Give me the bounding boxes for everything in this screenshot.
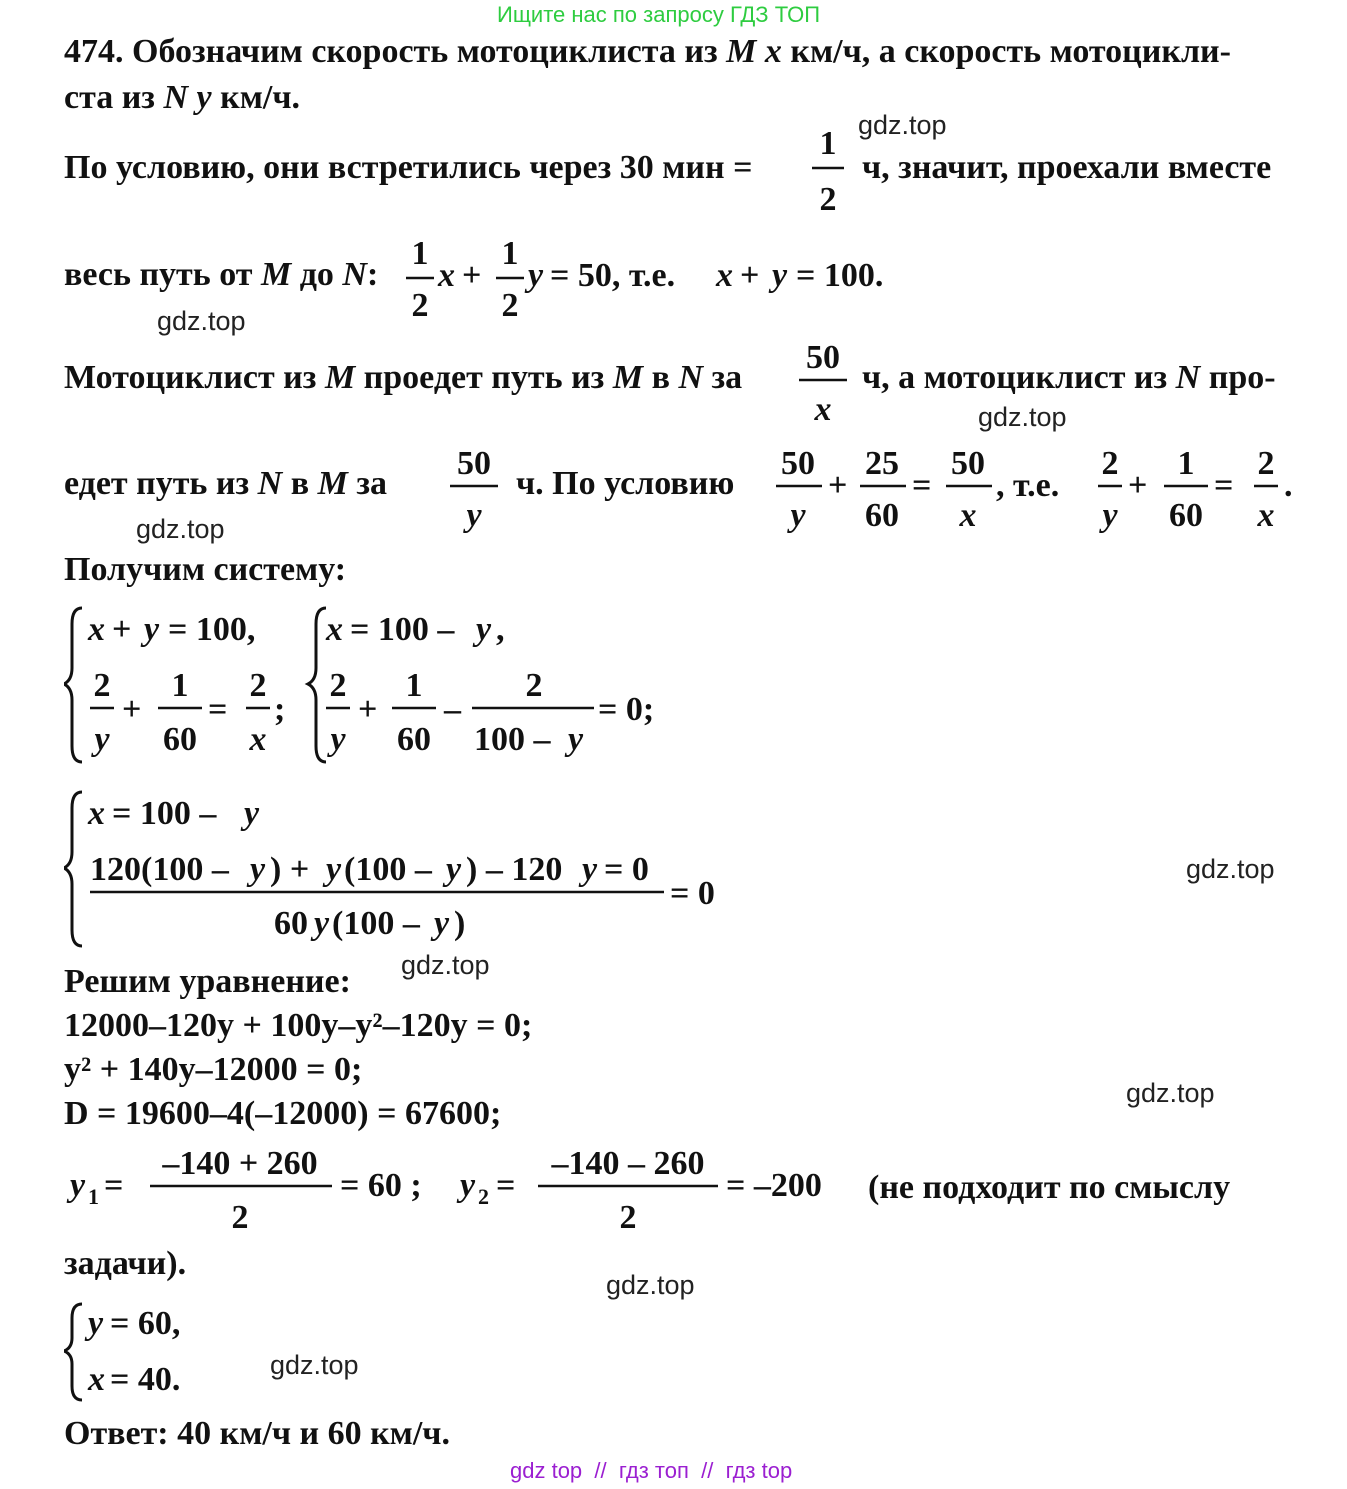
svg-text:1: 1 xyxy=(1177,445,1195,482)
svg-text:) – 120: ) – 120 xyxy=(466,851,563,888)
equation-3: D = 19600–4(–12000) = 67600; xyxy=(64,1095,502,1132)
watermark: gdz.top xyxy=(1126,1078,1215,1108)
svg-text:=: = xyxy=(496,1167,516,1204)
problem-line-6b: ч. По условию xyxy=(516,465,735,502)
svg-text:x: x xyxy=(1257,497,1275,534)
svg-text:100 –: 100 – xyxy=(474,721,551,758)
svg-text:1: 1 xyxy=(405,667,423,704)
svg-text:+: + xyxy=(122,691,142,728)
problem-line-5b: ч, а мотоциклист из N про- xyxy=(862,359,1276,396)
svg-text:–140 + 260: –140 + 260 xyxy=(162,1145,318,1182)
problem-line-5a: Мотоциклист из M проедет путь из M в N за xyxy=(64,359,743,396)
svg-text:x: x xyxy=(88,795,105,832)
svg-text:50: 50 xyxy=(951,445,985,482)
svg-text:+: + xyxy=(828,467,848,504)
system-label: Получим систему: xyxy=(64,551,347,588)
equation-1: 12000–120y + 100y–y²–120y = 0; xyxy=(64,1007,533,1044)
svg-text:1: 1 xyxy=(88,1184,99,1209)
svg-text:y: y xyxy=(1102,497,1118,534)
svg-text:y: y xyxy=(330,721,346,758)
problem-line-3b: ч, значит, проехали вместе xyxy=(862,149,1272,186)
problem-line-2: ста из N y км/ч. xyxy=(64,79,300,116)
svg-text:50: 50 xyxy=(806,339,840,376)
svg-text:+: + xyxy=(358,691,378,728)
svg-text:y: y xyxy=(244,795,260,832)
svg-text:2: 2 xyxy=(501,287,519,324)
svg-text:y: y xyxy=(460,1167,476,1204)
svg-text:2: 2 xyxy=(478,1184,489,1209)
svg-text:= 50, т.е.: = 50, т.е. xyxy=(550,257,676,294)
svg-text:60: 60 xyxy=(865,497,899,534)
svg-text:x: x xyxy=(326,611,343,648)
problem-line-3a: По условию, они встретились через 30 мин = xyxy=(64,149,753,186)
svg-text:(100 –: (100 – xyxy=(332,905,420,942)
svg-text:= 60 ;: = 60 ; xyxy=(340,1167,422,1204)
svg-text:2: 2 xyxy=(231,1199,249,1236)
watermark: gdz.top xyxy=(136,514,225,544)
svg-text:y: y xyxy=(144,611,160,648)
svg-text:y: y xyxy=(582,851,598,888)
svg-text:y: y xyxy=(790,497,806,534)
problem-line-1: 474. Обозначим скорость мотоциклиста из M x км/ч, а скорость мотоцикли- xyxy=(64,33,1231,70)
svg-text:1: 1 xyxy=(411,235,429,272)
system-2 xyxy=(64,784,784,954)
svg-text:x: x xyxy=(959,497,977,534)
svg-text:): ) xyxy=(454,905,466,942)
svg-text:y: y xyxy=(250,851,266,888)
svg-text:50: 50 xyxy=(457,445,491,482)
problem-line-4a: весь путь от M до N: xyxy=(64,256,379,293)
svg-text:y: y xyxy=(326,851,342,888)
svg-text:y: y xyxy=(476,611,492,648)
watermark: gdz.top xyxy=(157,306,246,336)
roots-equation xyxy=(64,1140,884,1240)
svg-text:60: 60 xyxy=(397,721,431,758)
watermark: gdz.top xyxy=(978,402,1067,432)
svg-text:y: y xyxy=(568,721,584,758)
watermark: gdz.top xyxy=(401,950,490,980)
svg-text:–: – xyxy=(444,691,461,728)
svg-text:= 40.: = 40. xyxy=(110,1361,181,1398)
bottom-banner: gdz top // гдз топ // гдз top xyxy=(510,1458,793,1483)
svg-text:60: 60 xyxy=(163,721,197,758)
svg-text:y: y xyxy=(528,257,544,294)
svg-text:= –200: = –200 xyxy=(726,1167,822,1204)
roots-note: (не подходит по смыслу xyxy=(868,1169,1231,1206)
svg-text:2: 2 xyxy=(619,1199,637,1236)
svg-text:y: y xyxy=(314,905,330,942)
svg-text:y: y xyxy=(772,257,788,294)
svg-text:+: + xyxy=(1128,467,1148,504)
system-1 xyxy=(64,600,684,770)
svg-text:–140 – 260: –140 – 260 xyxy=(551,1145,705,1182)
answer: Ответ: 40 км/ч и 60 км/ч. xyxy=(64,1415,450,1452)
svg-text:+: + xyxy=(740,257,760,294)
svg-text:x: x xyxy=(814,391,832,428)
svg-text:1: 1 xyxy=(501,235,519,272)
svg-text:x: x xyxy=(88,1361,105,1398)
watermark: gdz.top xyxy=(1186,854,1275,884)
svg-text:y: y xyxy=(434,905,450,942)
fraction-50-over-y xyxy=(446,438,502,538)
svg-text:60: 60 xyxy=(1169,497,1203,534)
svg-text:=: = xyxy=(912,467,932,504)
svg-text:x: x xyxy=(249,721,267,758)
svg-text:120(100 –: 120(100 – xyxy=(90,851,229,888)
svg-text:y: y xyxy=(466,497,482,534)
svg-text:= 0;: = 0; xyxy=(598,691,655,728)
svg-text:y: y xyxy=(446,851,462,888)
equation-time xyxy=(772,438,1312,538)
svg-text:= 100 –: = 100 – xyxy=(112,795,217,832)
svg-text:=: = xyxy=(104,1167,124,1204)
svg-text:50: 50 xyxy=(781,445,815,482)
svg-text:= 60,: = 60, xyxy=(110,1305,181,1342)
fraction-50-over-x xyxy=(795,332,851,432)
svg-text:y: y xyxy=(70,1167,86,1204)
svg-text:2: 2 xyxy=(819,181,837,218)
problem-line-6a: едет путь из N в M за xyxy=(64,465,388,502)
svg-text:2: 2 xyxy=(329,667,347,704)
svg-text:y: y xyxy=(94,721,110,758)
svg-text:2: 2 xyxy=(1257,445,1275,482)
svg-text:, т.е.: , т.е. xyxy=(996,467,1060,504)
watermark: gdz.top xyxy=(606,1270,695,1300)
svg-text:60: 60 xyxy=(274,905,308,942)
svg-text:.: . xyxy=(1284,467,1293,504)
svg-text:= 0: = 0 xyxy=(604,851,649,888)
fraction-one-half xyxy=(808,118,848,218)
svg-text:x: x xyxy=(88,611,105,648)
watermark: gdz.top xyxy=(270,1350,359,1380)
equation-2: y² + 140y–12000 = 0; xyxy=(64,1051,363,1088)
watermark: gdz.top xyxy=(858,110,947,140)
roots-note-2: задачи). xyxy=(64,1245,187,1282)
svg-text:;: ; xyxy=(274,691,286,728)
svg-text:(100 –: (100 – xyxy=(344,851,432,888)
top-banner: Ищите нас по запросу ГДЗ ТОП xyxy=(497,2,821,27)
svg-text:2: 2 xyxy=(1101,445,1119,482)
svg-text:=: = xyxy=(208,691,228,728)
svg-text:2: 2 xyxy=(93,667,111,704)
solve-label: Решим уравнение: xyxy=(64,963,351,1000)
svg-text:y: y xyxy=(88,1305,104,1342)
svg-text:2: 2 xyxy=(411,287,429,324)
svg-text:=: = xyxy=(1214,467,1234,504)
svg-text:1: 1 xyxy=(819,125,837,162)
svg-text:x: x xyxy=(716,257,733,294)
svg-text:) +: ) + xyxy=(270,851,310,888)
svg-text:25: 25 xyxy=(865,445,899,482)
svg-text:= 100 –: = 100 – xyxy=(350,611,455,648)
svg-text:+: + xyxy=(112,611,132,648)
svg-text:= 0: = 0 xyxy=(670,875,715,912)
svg-text:2: 2 xyxy=(249,667,267,704)
svg-text:,: , xyxy=(496,611,505,648)
final-system xyxy=(64,1298,284,1404)
svg-text:= 100.: = 100. xyxy=(796,257,884,294)
svg-text:= 100,: = 100, xyxy=(168,611,256,648)
svg-text:1: 1 xyxy=(171,667,189,704)
svg-text:2: 2 xyxy=(525,667,543,704)
equation-half-sum xyxy=(400,228,920,328)
svg-text:+: + xyxy=(462,257,482,294)
svg-text:x: x xyxy=(438,257,455,294)
